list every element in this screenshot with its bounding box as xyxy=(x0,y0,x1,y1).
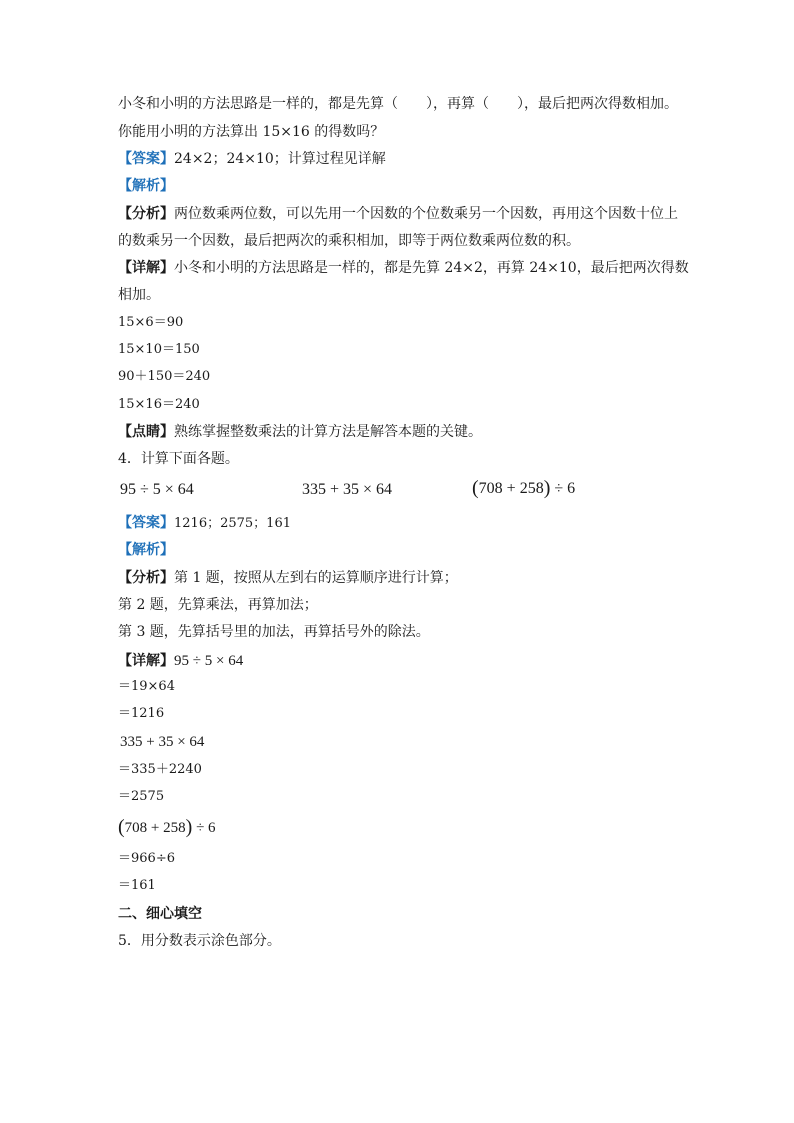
calc-step: ＝966÷6 xyxy=(118,851,175,866)
answer-line xyxy=(118,149,386,169)
detail-text: 相加。 xyxy=(118,287,160,303)
question-5: 5．用分数表示涂色部分。 xyxy=(118,933,281,949)
calc-step: ＝1216 xyxy=(118,706,165,721)
formula-3-repeat xyxy=(118,816,216,839)
analysis-text: 第 3 题，先算括号里的加法，再算括号外的除法。 xyxy=(118,624,430,640)
formula-3-tail: ÷ 6 xyxy=(550,480,576,497)
answer-text: 24×2；24×10；计算过程见详解 xyxy=(174,151,386,167)
calc-step: ＝2575 xyxy=(118,789,165,804)
analysis-text: 第 2 题，先算乘法，再算加法； xyxy=(118,597,318,613)
analysis-tag: 【分析】 xyxy=(118,206,174,222)
open-paren: ( xyxy=(472,477,479,499)
analysis-text: 第 1 题，按照从左到右的运算顺序进行计算； xyxy=(174,570,458,586)
calc-step: 15×16＝240 xyxy=(118,397,200,412)
calc-step: ＝19×64 xyxy=(118,679,175,694)
detail-tag: 【详解】 xyxy=(118,653,174,669)
formula-1-repeat: 95 ÷ 5 × 64 xyxy=(174,653,244,669)
analysis-text: 的数乘另一个因数，最后把两次的乘积相加，即等于两位数乘两位数的积。 xyxy=(118,233,580,249)
analysis-heading: 【解析】 xyxy=(118,542,174,558)
detail-text: 小冬和小明的方法思路是一样的，都是先算 24×2，再算 24×10，最后把两次得数 xyxy=(174,260,689,276)
section-heading: 二、细心填空 xyxy=(118,906,202,922)
answer-tag: 【答案】 xyxy=(118,515,174,531)
comment-tag: 【点睛】 xyxy=(118,424,174,440)
formula-3 xyxy=(472,477,575,500)
answer-tag: 【答案】 xyxy=(118,151,174,167)
calc-step: ＝335＋2240 xyxy=(118,762,202,777)
formula-3-inner: 708 + 258 xyxy=(478,480,544,497)
analysis-heading: 【解析】 xyxy=(118,178,174,194)
analysis-line xyxy=(118,568,458,588)
detail-line xyxy=(118,258,689,278)
question-text: 你能用小明的方法算出 15×16 的得数吗？ xyxy=(118,124,385,140)
formula-2-repeat: 335 + 35 × 64 xyxy=(120,734,205,750)
formula-1: 95 ÷ 5 × 64 xyxy=(120,481,194,498)
close-paren: ) xyxy=(543,477,551,499)
close-paren: ) xyxy=(185,816,193,838)
answer-text: 1216；2575；161 xyxy=(174,516,291,531)
calc-step: 15×10＝150 xyxy=(118,342,200,357)
formula-3-tail: ÷ 6 xyxy=(192,820,216,836)
analysis-text: 两位数乘两位数，可以先用一个因数的个位数乘另一个因数，再用这个因数十位上 xyxy=(174,206,678,222)
calc-step: ＝161 xyxy=(118,878,156,893)
calc-step: 15×6＝90 xyxy=(118,315,184,330)
formula-2: 335 + 35 × 64 xyxy=(302,481,393,498)
comment-line xyxy=(118,422,482,442)
comment-text: 熟练掌握整数乘法的计算方法是解答本题的关键。 xyxy=(174,424,482,440)
question-4: 4．计算下面各题。 xyxy=(118,451,239,467)
open-paren: ( xyxy=(118,816,125,838)
analysis-line xyxy=(118,204,678,224)
detail-tag: 【详解】 xyxy=(118,260,174,276)
analysis-tag: 【分析】 xyxy=(118,570,174,586)
detail-line xyxy=(118,650,243,672)
formula-3-inner: 708 + 258 xyxy=(124,820,186,836)
answer-line xyxy=(118,513,291,534)
question-text: 小冬和小明的方法思路是一样的，都是先算（ ），再算（ ），最后把两次得数相加。 xyxy=(118,96,678,112)
calc-step: 90＋150＝240 xyxy=(118,369,211,384)
